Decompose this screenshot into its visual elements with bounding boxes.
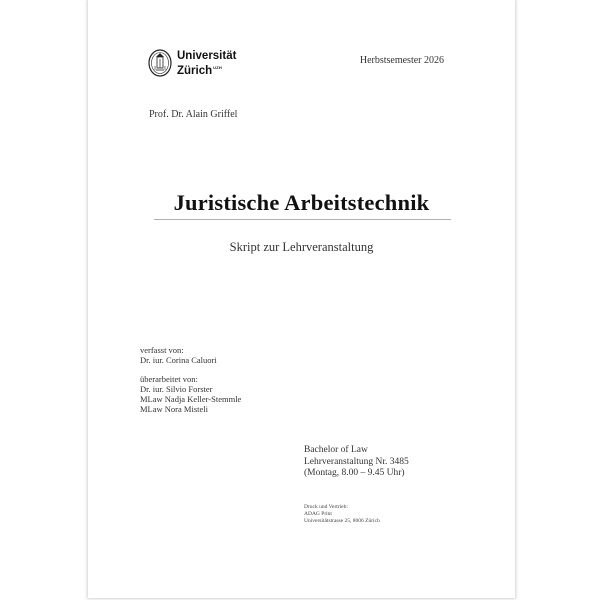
authors-block: [140, 345, 241, 414]
semester-label: Herbstsemester 2026: [359, 55, 444, 66]
course-time: (Montag, 8.00 – 9.45 Uhr): [304, 468, 405, 478]
professor-name: Prof. Dr. Alain Griffel: [149, 109, 238, 120]
logo-line-1: Universität: [177, 49, 237, 62]
course-program: Bachelor of Law: [304, 445, 368, 455]
authors-spacer: [140, 365, 241, 374]
logo-line-2: Zürich: [177, 64, 213, 77]
revised-by-name: Dr. iur. Silvio Forster: [140, 384, 213, 394]
document-subtitle: Skript zur Lehrveranstaltung: [229, 240, 374, 254]
revised-by-label: überarbeitet von:: [140, 374, 198, 384]
document-title: Juristische Arbeitstechnik: [173, 190, 430, 215]
printer-label: Druck und Vertrieb:: [304, 504, 348, 510]
course-info-block: [304, 445, 409, 480]
document-page: [88, 0, 515, 598]
printer-info-block: [304, 504, 380, 525]
written-by-name: Dr. iur. Corina Caluori: [140, 355, 217, 365]
title-underline-divider: [154, 219, 451, 220]
logo-superscript: UZH: [213, 64, 222, 70]
revised-by-name: MLaw Nora Misteli: [140, 404, 208, 414]
university-logo: [148, 49, 236, 77]
course-number: Lehrveranstaltung Nr. 3485: [304, 456, 409, 467]
printer-address: Universitätstrasse 25, 8006 Zürich: [304, 518, 380, 524]
written-by-label: verfasst von:: [140, 345, 184, 355]
university-wordmark: [177, 50, 236, 77]
university-seal-icon: [148, 49, 172, 77]
printer-name: ADAG Print: [304, 511, 332, 517]
revised-by-name: MLaw Nadja Keller-Stemmle: [140, 394, 242, 404]
